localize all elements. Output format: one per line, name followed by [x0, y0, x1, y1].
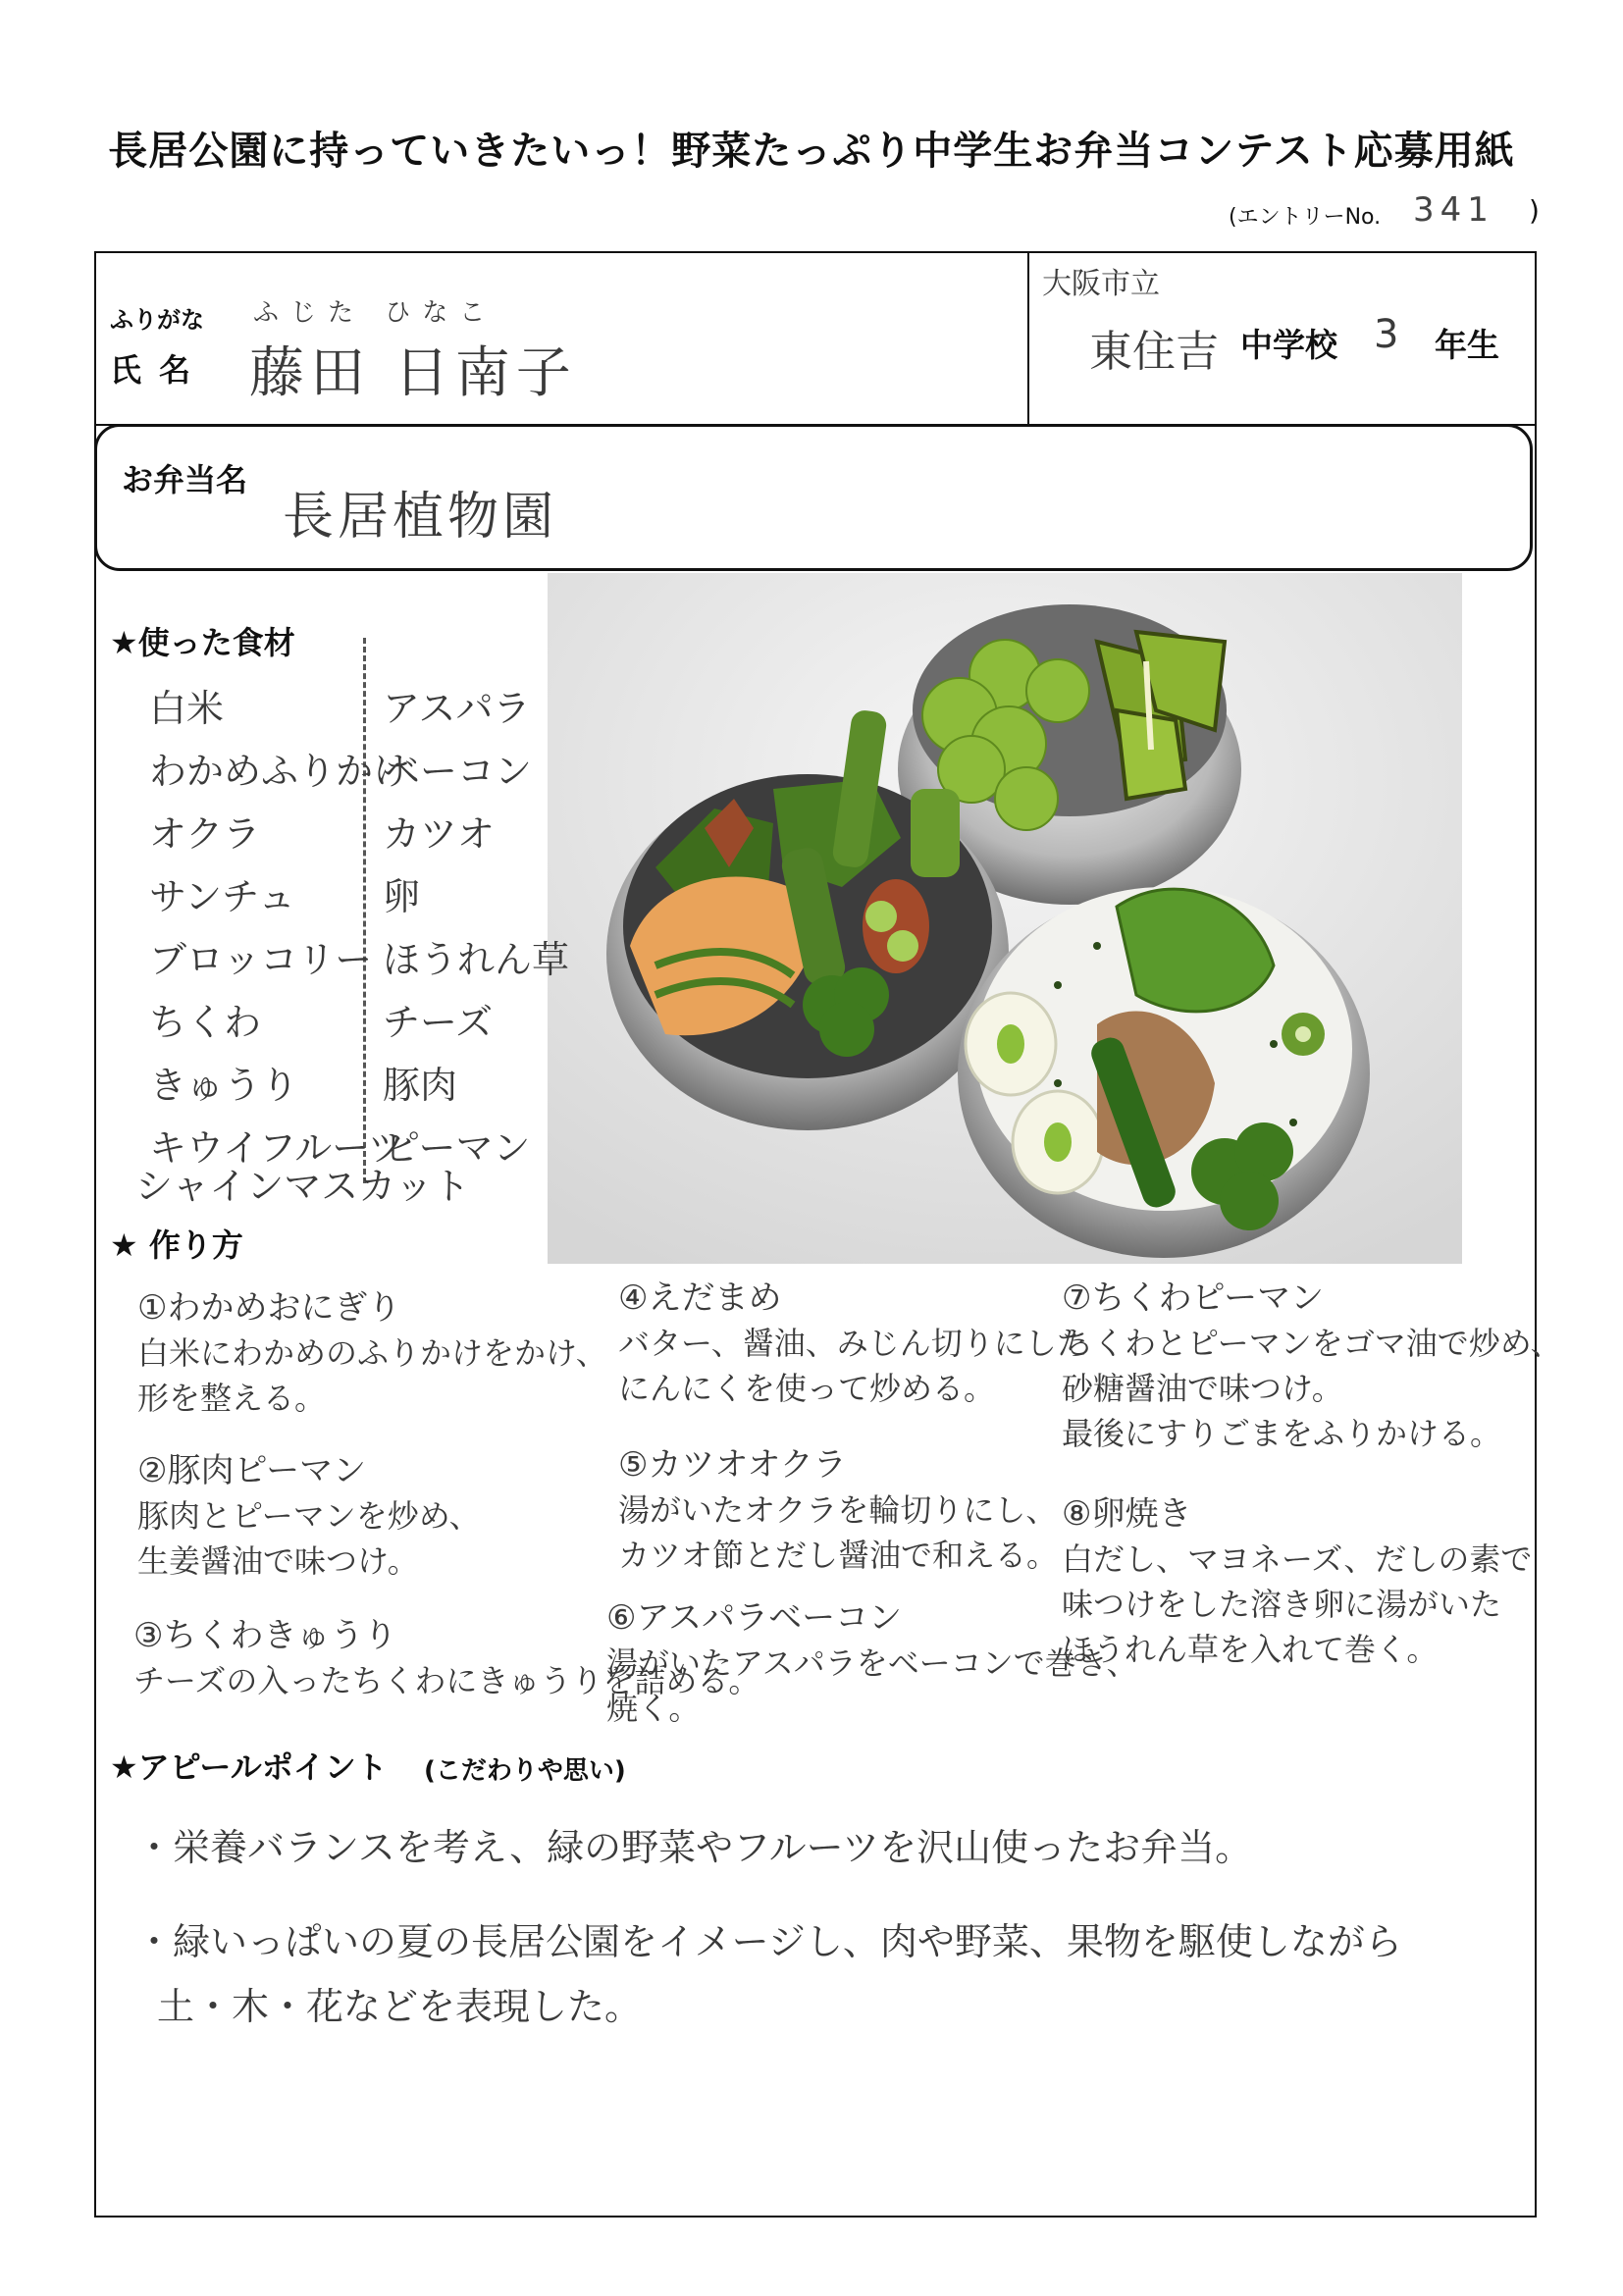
bento-name-value: 長居植物園 — [283, 488, 558, 547]
entry-number-value: 341 — [1413, 190, 1494, 230]
step-line: 白米にわかめのふりかけをかけ、 — [137, 1334, 607, 1372]
step-line: ちくわとピーマンをゴマ油で炒め、 — [1062, 1325, 1562, 1362]
ingredient-item: きゅうり — [149, 1064, 299, 1107]
name-value: 藤田 日南子 — [249, 341, 577, 405]
step-line: にんにくを使って炒める。 — [618, 1370, 996, 1407]
form-title: 長居公園に持っていきたいっ！野菜たっぷり中学生お弁当コンテスト応募用紙 — [108, 129, 1515, 174]
step-title: ⑤カツオオクラ — [618, 1445, 847, 1485]
ingredient-item: ブロッコリー — [149, 938, 373, 981]
school-suffix-label: 中学校 — [1240, 326, 1337, 364]
ingredient-item: ちくわ — [149, 1001, 262, 1044]
method-step-7 — [1062, 1276, 1561, 1456]
bento-photo — [548, 573, 1462, 1264]
ingredient-item: サンチュ — [149, 875, 295, 918]
step-line: 焼く。 — [606, 1690, 701, 1727]
step-line: チーズの入ったちくわにきゅうりを詰める。 — [133, 1662, 760, 1699]
method-step-5 — [618, 1442, 1058, 1578]
method-heading: ★ 作り方 — [110, 1226, 243, 1264]
step-title: ⑦ちくわピーマン — [1062, 1278, 1325, 1318]
appeal-line: 土・木・花などを表現した。 — [157, 1985, 643, 2028]
ingredient-item: ほうれん草 — [383, 938, 570, 981]
ingredient-item: ピーマン — [383, 1126, 531, 1170]
step-line: 味つけをした溶き卵に湯がいた — [1062, 1586, 1502, 1623]
step-title: ②豚肉ピーマン — [137, 1451, 367, 1490]
school-name-value: 東住吉 — [1089, 327, 1219, 377]
step-title: ④えだまめ — [618, 1278, 782, 1318]
ingredient-item: キウイフルーツ — [149, 1126, 405, 1170]
step-line: 豚肉とピーマンを炒め、 — [137, 1497, 481, 1535]
method-step-4 — [618, 1276, 1088, 1411]
ingredient-item: チーズ — [383, 1001, 494, 1044]
ingredient-item: 白米 — [149, 687, 225, 730]
furigana-value: ふじた ひなこ — [253, 298, 497, 328]
entry-number-label: (エントリーNo. — [1229, 205, 1382, 230]
bento-name-label: お弁当名 — [122, 461, 248, 498]
method-step-2 — [137, 1448, 480, 1584]
step-line: バター、醤油、みじん切りにした — [618, 1325, 1088, 1362]
ingredients-column-1 — [149, 677, 410, 1179]
ingredient-item: アスパラ — [383, 687, 531, 730]
appeal-line: ・栄養バランスを考え、緑の野菜やフルーツを沢山使ったお弁当。 — [135, 1826, 1253, 1869]
ingredient-item: オクラ — [149, 812, 261, 856]
appeal-heading: ★アピールポイント — [110, 1748, 388, 1786]
step-line: 砂糖醤油で味つけ。 — [1062, 1370, 1343, 1407]
ingredient-item: カツオ — [383, 812, 496, 856]
step-line: 形を整える。 — [137, 1380, 327, 1417]
ingredient-item: シャインマスカット — [135, 1165, 470, 1208]
step-line: ほうれん草を入れて巻く。 — [1062, 1631, 1439, 1668]
ingredient-item: 卵 — [383, 875, 421, 918]
furigana-label: ふりがな — [110, 306, 204, 334]
step-line: 湯がいたアスパラをベーコンで巻き、 — [606, 1644, 1138, 1682]
appeal-line: ・緑いっぱいの夏の長居公園をイメージし、肉や野菜、果物を駆使しながら — [135, 1920, 1402, 1963]
grade-value: 3 — [1374, 312, 1399, 357]
method-step-6 — [606, 1595, 1137, 1731]
step-line: 白だし、マヨネーズ、だしの素で — [1062, 1540, 1533, 1578]
step-line: 湯がいたオクラを輪切りにし、 — [618, 1491, 1058, 1529]
method-step-8 — [1062, 1491, 1532, 1672]
step-title: ⑥アスパラベーコン — [606, 1598, 903, 1638]
method-step-1 — [137, 1285, 607, 1421]
step-line: 最後にすりごまをふりかける。 — [1062, 1415, 1502, 1452]
name-label: 氏名 — [110, 351, 209, 389]
appeal-subheading: (こだわりや思い) — [424, 1756, 626, 1786]
step-title: ③ちくわきゅうり — [133, 1616, 397, 1655]
step-line: カツオ節とだし醤油で和える。 — [618, 1537, 1059, 1574]
entry-number-close: ) — [1529, 194, 1540, 227]
ingredient-item: 豚肉 — [383, 1064, 458, 1107]
ingredient-item: わかめふりかけ — [149, 750, 411, 793]
ingredients-heading: ★使った食材 — [110, 624, 295, 661]
step-line: 生姜醤油で味つけ。 — [137, 1542, 419, 1580]
name-row-divider — [1027, 251, 1029, 426]
step-title: ⑧卵焼き — [1062, 1494, 1192, 1534]
step-title: ①わかめおにぎり — [137, 1288, 401, 1328]
city-label: 大阪市立 — [1042, 267, 1160, 301]
ingredients-column-2 — [383, 677, 569, 1179]
ingredient-item: ベーコン — [383, 750, 533, 793]
grade-suffix-label: 年生 — [1435, 326, 1499, 364]
